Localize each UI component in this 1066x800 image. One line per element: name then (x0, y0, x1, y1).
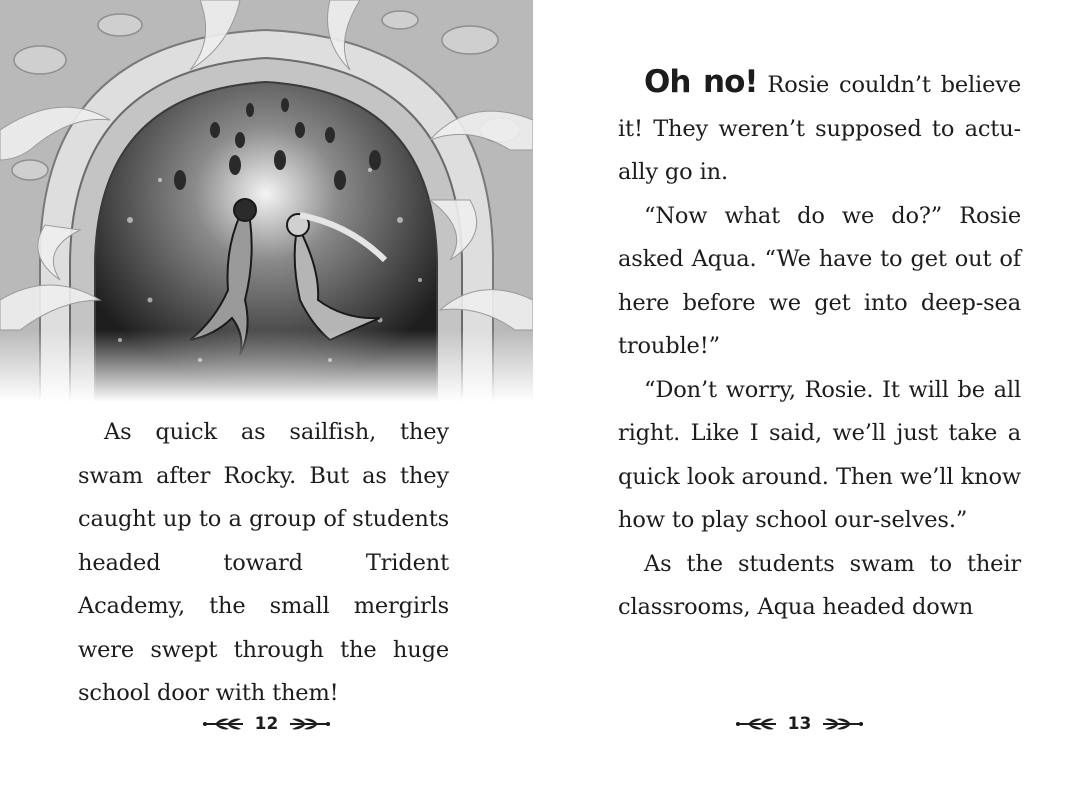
right-body-text (618, 61, 1021, 630)
seaweed-sprig-icon (821, 717, 865, 731)
paragraph: “Don’t worry, Rosie. It will be all right. Like I said, we’ll just take a quick look around. Then we’ll know how to play school our-selves.” (618, 376, 1021, 533)
paragraph: “Now what do we do?” Rosie asked Aqua. “We have to get out of here before we get into deep-sea trouble!” (618, 202, 1021, 359)
paragraph-text: Rosie couldn’t believe it! They weren’t supposed to actu-ally go in. (618, 72, 1021, 185)
seaweed-sprig-icon (201, 717, 245, 731)
page-number: 13 (787, 714, 812, 734)
left-body-text (78, 411, 449, 716)
mermaid-door-illustration (0, 0, 533, 402)
paragraph: As quick as sailfish, they swam after Rocky. But as they caught up to a group of students headed toward Trident Academy, the small mergirls were swept through the huge school door with them! (78, 419, 449, 706)
right-page-footer (533, 714, 1066, 734)
page-number: 12 (254, 714, 279, 734)
paragraph: As the students swam to their classrooms, Aqua headed down (618, 550, 1021, 620)
illustration (0, 0, 533, 402)
seaweed-sprig-icon (734, 717, 778, 731)
right-page (533, 0, 1066, 800)
left-page-footer (0, 714, 533, 734)
lead-in-heading: Oh no! (644, 64, 758, 100)
paragraph (618, 61, 1021, 195)
seaweed-sprig-icon (288, 717, 332, 731)
